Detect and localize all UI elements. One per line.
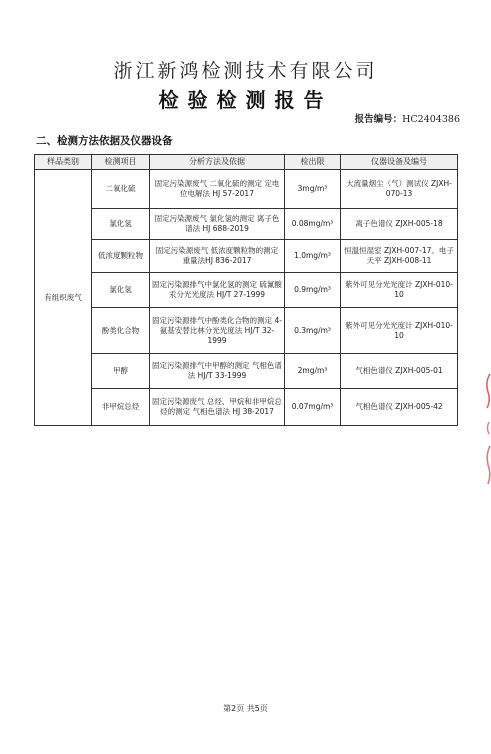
test-item: 低浓度颗粒物 [92, 240, 150, 273]
detection-limit: 2mg/m³ [285, 354, 341, 389]
report-number [355, 111, 460, 125]
page-number: 第2页 共5页 [223, 704, 268, 713]
instrument: 离子色谱仪 ZJXH-005-18 [341, 209, 458, 240]
table-row [35, 170, 458, 209]
detection-limit: 3mg/m³ [285, 170, 341, 209]
test-item: 氯化氢 [92, 273, 150, 308]
method: 固定污染源排气中甲醇的测定 气相色谱法 HJ/T 33-1999 [150, 354, 285, 389]
method: 固定污染源排气中酚类化合物的测定 4-氨基安替比林分光光度法 HJ/T 32-1999 [150, 308, 285, 354]
detection-limit: 1.0mg/m³ [285, 240, 341, 273]
table-header-row [35, 155, 458, 170]
seal-stamp-edge [484, 372, 491, 492]
table-row [35, 273, 458, 308]
detection-limit: 0.9mg/m³ [285, 273, 341, 308]
table-row [35, 240, 458, 273]
detection-limit: 0.3mg/m³ [285, 308, 341, 354]
method: 固定污染源废气 氯化氢的测定 离子色谱法 HJ 688-2019 [150, 209, 285, 240]
instrument: 气相色谱仪 ZJXH-005-01 [341, 354, 458, 389]
report-number-value: HC2404386 [402, 114, 460, 125]
report-number-label: 报告编号： [354, 114, 403, 125]
sample-category: 有组织废气 [35, 170, 92, 426]
header-instrument: 仪器设备及编号 [341, 155, 458, 170]
instrument: 大流量烟尘（气）测试仪 ZJXH-070-13 [341, 170, 458, 209]
instrument: 紫外可见分光光度计 ZJXH-010-10 [341, 273, 458, 308]
test-item: 非甲烷总烃 [92, 389, 150, 426]
test-item: 酚类化合物 [92, 308, 150, 354]
test-item: 甲醇 [92, 354, 150, 389]
section-title: 二、检测方法依据及仪器设备 [36, 135, 173, 147]
table-row [35, 354, 458, 389]
method: 固定污染源废气 低浓度颗粒物的测定 重量法HJ 836-2017 [150, 240, 285, 273]
detection-limit: 0.07mg/m³ [285, 389, 341, 426]
method: 固定污染源废气 二氧化硫的测定 定电位电解法 HJ 57-2017 [150, 170, 285, 209]
report-title: 检验检测报告 [158, 88, 333, 112]
method: 固定污染源废气 总烃、甲烷和非甲烷总烃的测定 气相色谱法 HJ 38-2017 [150, 389, 285, 426]
header-test-item: 检测项目 [92, 155, 150, 170]
header-sample-category: 样品类别 [35, 155, 92, 170]
method: 固定污染源排气中氯化氢的测定 硫氰酸汞分光光度法 HJ/T 27-1999 [150, 273, 285, 308]
instrument: 紫外可见分光光度计 ZJXH-010-10 [341, 308, 458, 354]
table-row [35, 308, 458, 354]
instrument: 气相色谱仪 ZJXH-005-42 [341, 389, 458, 426]
detection-limit: 0.08mg/m³ [285, 209, 341, 240]
header-detection-limit: 检出限 [285, 155, 341, 170]
company-name: 浙江新鸿检测技术有限公司 [113, 60, 378, 82]
method-table [34, 154, 458, 426]
table-row [35, 209, 458, 240]
header-method: 分析方法及依据 [150, 155, 285, 170]
test-item: 二氧化硫 [92, 170, 150, 209]
table-row [35, 389, 458, 426]
instrument: 恒温恒湿室 ZJXH-007-17、电子天平 ZJXH-008-11 [341, 240, 458, 273]
test-item: 氯化氢 [92, 209, 150, 240]
